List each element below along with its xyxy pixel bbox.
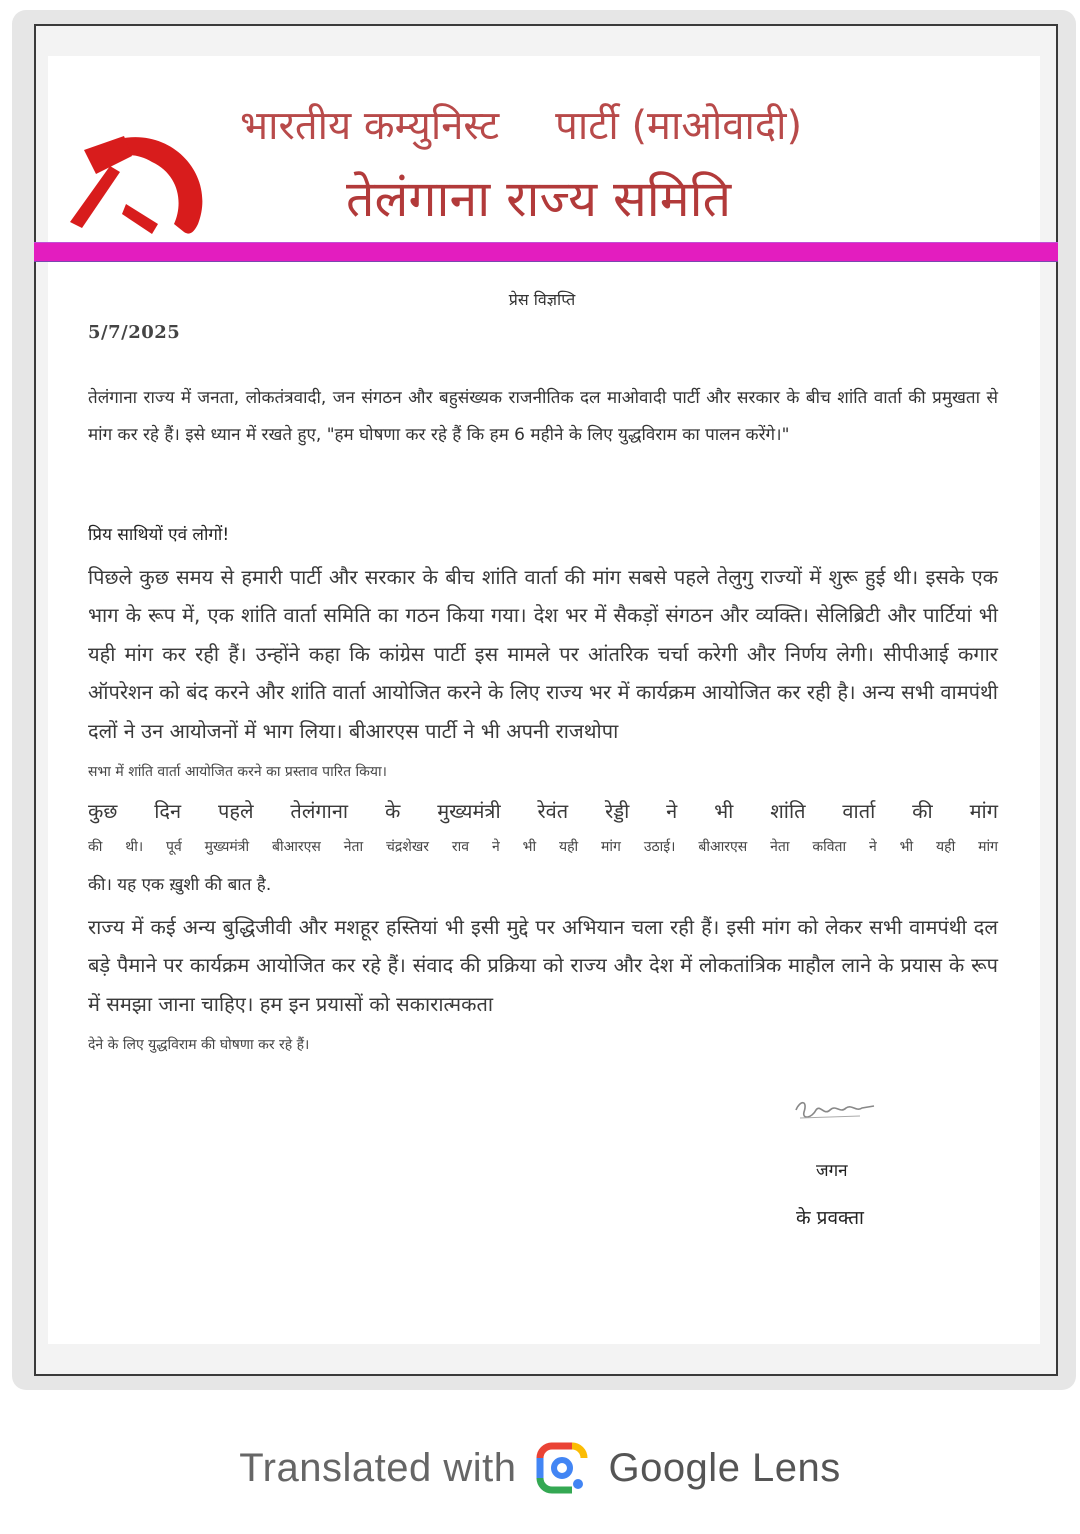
paragraph-4 [88,908,998,1065]
party-name-part1: भारतीय कम्युनिस्ट [240,103,500,149]
signer-role: के प्रवक्ता [796,1207,864,1229]
document-heading: प्रेस विज्ञप्ति [508,290,576,309]
party-name-part2: पार्टी (माओवादी) [555,103,803,149]
signer-name: जगन [816,1161,848,1181]
translated-with-label: Translated with [239,1445,517,1490]
paragraph-3-line1: कुछ दिन पहले तेलंगाना के मुख्यमंत्री रेवंत रेड्डी ने भी शांति वार्ता की मांग [88,799,998,823]
paragraph-4-main: राज्य में कई अन्य बुद्धिजीवी और मशहूर हस्तियां भी इसी मुद्दे पर अभियान चला रही हैं। इसी मांग को लेकर सभी वामपंथी दल बड़े पैमाने पर कार्यक्रम आयोजित कर रहे हैं। संवाद की प्रक्रिया को राज्य और देश में लोकतांत्रिक माहौल लाने के प्रयास के रूप में समझा जाना चाहिए। हम इन प्रयासों को सकारात्मकता [88,915,998,1016]
paragraph-4-tail: देने के लिए युद्धविराम की घोषणा कर रहे हैं। [88,1037,310,1054]
paragraph-2-tail: सभा में शांति वार्ता आयोजित करने का प्रस्ताव पारित किया। [88,764,387,781]
hammer-and-sickle-icon [66,128,216,238]
document-date: 5/7/2025 [88,322,181,343]
google-lens-icon [536,1442,588,1494]
signature-scribble-icon [790,1096,880,1126]
intro-paragraph: तेलंगाना राज्य में जनता, लोकतंत्रवादी, जन संगठन और बहुसंख्यक राजनीतिक दल माओवादी पार्टी और सरकार के बीच शांति वार्ता की प्रमुखता से मांग कर रहे हैं। इसे ध्यान में रखते हुए, "हम घोषणा कर रहे हैं कि हम 6 महीने के लिए युद्धविराम का पालन करेंगे।" [88,388,998,445]
header-rule [34,243,1058,261]
party-name-line1 [240,98,940,154]
paragraph-2 [88,558,998,791]
paragraph-2-main: पिछले कुछ समय से हमारी पार्टी और सरकार के बीच शांति वार्ता की मांग सबसे पहले तेलुगु राज्यों में शुरू हुई थी। इसके एक भाग के रूप में, एक शांति वार्ता समिति का गठन किया गया। देश भर में सैकड़ों संगठन और व्यक्ति। सेलिब्रिटी और पार्टियां भी यही मांग कर रही हैं। उन्होंने कहा कि कांग्रेस पार्टी इस मामले पर आंतरिक चर्चा करेगी और निर्णय लेगी। सीपीआई कगार ऑपरेशन को बंद करने और शांति वार्ता आयोजित करने के लिए राज्य भर में कार्यक्रम आयोजित कर रही है। अन्य सभी वामपंथी दलों ने उन आयोजनों में भाग लिया। बीआरएस पार्टी ने भी अपनी राजथोपा [88,565,998,743]
paragraph-3-line3: की। यह एक ख़ुशी की बात है. [88,875,272,895]
salutation: प्रिय साथियों एवं लोगों! [88,525,230,545]
committee-name: तेलंगाना राज्य समिति [346,170,732,228]
translation-footer [0,1436,1080,1500]
google-lens-brand: Google Lens [608,1445,841,1490]
paragraph-3-line2: की थी। पूर्व मुख्यमंत्री बीआरएस नेता चंद्रशेखर राव ने भी यही मांग उठाई। बीआरएस नेता कविता ने भी यही मांग [88,839,998,855]
